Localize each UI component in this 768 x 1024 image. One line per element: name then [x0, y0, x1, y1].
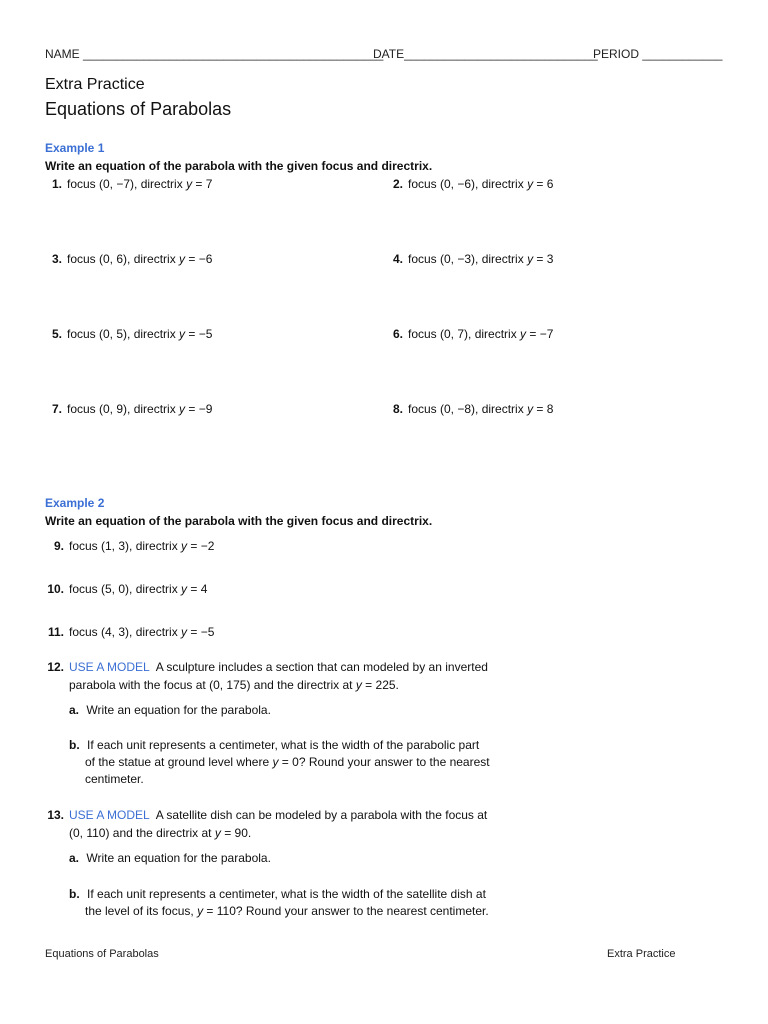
problem-13-line-1: 13. USE A MODEL A satellite dish can be modeled by a parabola with the focus at	[45, 808, 487, 822]
problem-12-line-2: parabola with the focus at (0, 175) and the directrix at y = 225.	[69, 678, 399, 692]
problem-number: 7.	[51, 402, 62, 416]
problem-number: 12.	[47, 660, 64, 674]
problem-2: 2. focus (0, −6), directrix y = 6	[386, 177, 553, 191]
problem-5: 5. focus (0, 5), directrix y = −5	[45, 327, 212, 341]
date-field-label: DATE_____________________________	[373, 47, 598, 61]
problem-10: 10. focus (5, 0), directrix y = 4	[45, 582, 207, 596]
problem-number: 11.	[47, 625, 64, 639]
problem-12b-line-1: b. If each unit represents a centimeter, what is the width of the parabolic part	[69, 738, 480, 752]
problem-number: 2.	[392, 177, 403, 191]
example-1-instruction: Write an equation of the parabola with the given focus and directrix.	[45, 159, 433, 173]
example-1-label: Example 1	[45, 141, 105, 155]
problem-12-line-1: 12. USE A MODEL A sculpture includes a section that can modeled by an inverted	[45, 660, 488, 674]
problem-6: 6. focus (0, 7), directrix y = −7	[386, 327, 553, 341]
page-title: Equations of Parabolas	[45, 99, 232, 119]
footer-left: Equations of Parabolas	[45, 948, 159, 960]
worksheet-type: Extra Practice	[45, 76, 145, 93]
problem-7: 7. focus (0, 9), directrix y = −9	[45, 402, 212, 416]
problem-13-line-2: (0, 110) and the directrix at y = 90.	[69, 826, 252, 840]
use-a-model-tag: USE A MODEL	[69, 660, 150, 674]
problem-number: 6.	[392, 327, 403, 341]
problem-13b-line-2: the level of its focus, y = 110? Round your answer to the nearest centimeter.	[85, 904, 489, 918]
period-field-label: PERIOD ____________	[593, 47, 723, 61]
example-2-label: Example 2	[45, 496, 105, 510]
problem-number: 5.	[51, 327, 62, 341]
problem-12b-line-2: of the statue at ground level where y = 0? Round your answer to the nearest	[85, 755, 490, 769]
problem-number: 4.	[392, 252, 403, 266]
problem-number: 10.	[47, 582, 64, 596]
problem-4: 4. focus (0, −3), directrix y = 3	[386, 252, 553, 266]
footer-right: Extra Practice	[607, 948, 676, 960]
problem-12b-line-3: centimeter.	[85, 772, 144, 786]
problem-13b-line-1: b. If each unit represents a centimeter, what is the width of the satellite dish at	[69, 887, 486, 901]
problem-9: 9. focus (1, 3), directrix y = −2	[45, 539, 214, 553]
problem-11: 11. focus (4, 3), directrix y = −5	[45, 625, 214, 639]
problem-number: 1.	[51, 177, 62, 191]
problem-number: 3.	[51, 252, 62, 266]
problem-number: 9.	[53, 539, 64, 553]
example-2-instruction: Write an equation of the parabola with the given focus and directrix.	[45, 514, 433, 528]
problem-3: 3. focus (0, 6), directrix y = −6	[45, 252, 212, 266]
problem-13a: a. Write an equation for the parabola.	[69, 851, 271, 865]
problem-number: 8.	[392, 402, 403, 416]
problem-1: 1. focus (0, −7), directrix y = 7	[45, 177, 212, 191]
problem-12a: a. Write an equation for the parabola.	[69, 703, 271, 717]
use-a-model-tag: USE A MODEL	[69, 808, 150, 822]
name-field-label: NAME _____________________________________________	[45, 47, 384, 61]
problem-8: 8. focus (0, −8), directrix y = 8	[386, 402, 553, 416]
problem-number: 13.	[47, 808, 64, 822]
